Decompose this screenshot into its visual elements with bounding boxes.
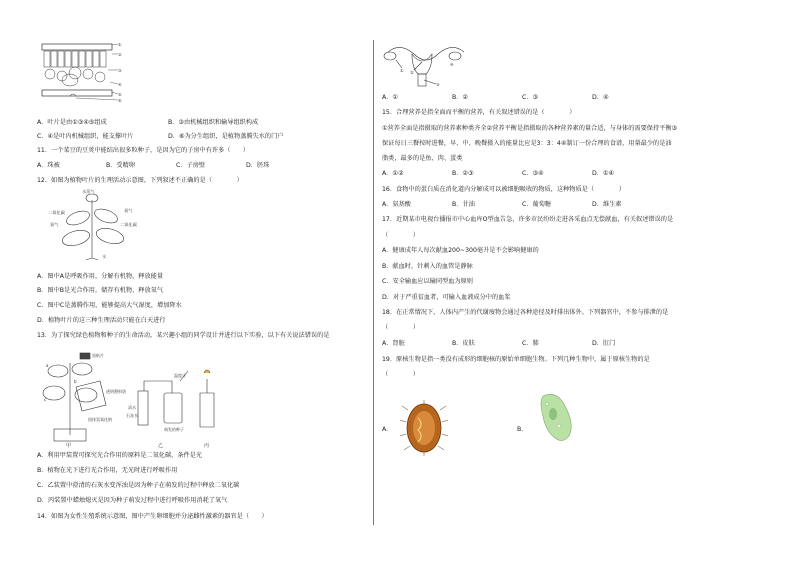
fig13-label-plastic-bag: 透明塑料袋 xyxy=(106,389,126,394)
q19-option-a: A． xyxy=(382,426,393,433)
q14-option-d: D．④ xyxy=(592,94,609,101)
fig13-label-black-paper: 黑纸片 xyxy=(92,353,104,358)
fig13-label-c: c xyxy=(44,397,47,402)
q16-option-c: C．葡萄糖 xyxy=(522,201,552,208)
column-divider xyxy=(373,40,374,525)
q16-option-a: A．氨基酸 xyxy=(382,201,411,208)
svg-text:④: ④ xyxy=(118,82,122,87)
fig12-label-co2-right: 二氧化碳 xyxy=(120,222,137,227)
q16-option-d: D．维生素 xyxy=(592,201,622,208)
q15-stem: 15．合理营养是指全面而平衡的营养，有关叙述错误的是（ ） xyxy=(382,109,576,116)
q10-option-a: A．叶片是由①③④⑤组成 xyxy=(37,119,107,126)
q18-option-b: B．皮肤 xyxy=(452,340,475,347)
q12-option-a: A．图中A是呼吸作用，分解有机物，释放能量 xyxy=(37,273,164,280)
q15-option-c: C．③④ xyxy=(522,170,544,177)
q17-option-d: D．对于严重贫血者，可输入血液成分中的血浆 xyxy=(382,294,511,301)
fig12-label-o2-left: 氧气 xyxy=(50,222,59,227)
q13-option-c: C．乙装置中澄清的石灰水变浑浊是因为种子在萌发的过程中释放二氧化碳 xyxy=(37,482,240,489)
fig12-label-water-vapor: 水蒸气 xyxy=(82,189,95,194)
q14-option-c: C．③ xyxy=(522,94,539,101)
fig12-label-co2-left: 二氧化碳 xyxy=(48,210,65,215)
q12-option-c: C．图中C是蒸腾作用，能够提高大气湿度，增加降水 xyxy=(37,302,182,309)
q14-stem: 14．如图为女性生殖系统示意图，图中产生卵细胞并分泌雌性激素的器官是（ ） xyxy=(37,513,268,520)
q10-option-b: B．③由机械组织和输导组织构成 xyxy=(168,119,259,126)
q10-option-c: C．④是叶内机械组织，能支撑叶片 xyxy=(37,133,134,140)
q18-option-d: D．肛门 xyxy=(592,340,616,347)
experiment-setup-figure xyxy=(40,343,220,448)
svg-text:③: ③ xyxy=(118,68,122,73)
fig13-label-naoh: 固体氢氧化钠 xyxy=(88,417,112,422)
q18-stem: 18．在正常情况下，人体内产生的代谢废物会通过各种途径及时排出体外。下列器官中，不参与排泄的是 xyxy=(382,309,669,316)
q16-stem: 16．食物中的蛋白质在消化道内分解成可以被细胞吸收的物质，这种物质是（ ） xyxy=(382,186,625,193)
q18-option-a: A．肾脏 xyxy=(382,340,405,347)
q15-option-d: D．①④ xyxy=(592,170,615,177)
q11-stem: 11．一个菜豆的豆荚中能结出很多粒种子，是因为它的子房中有许多（ ） xyxy=(37,147,250,154)
fig13-label-seeds: 萌发的种子 xyxy=(164,427,184,432)
bacteria-image xyxy=(400,400,450,456)
q17-option-b: B．献血时，针刺入的血管是静脉 xyxy=(382,263,473,270)
svg-text:②: ② xyxy=(118,52,122,57)
q18-paren: （ ） xyxy=(382,324,420,331)
fig12-label-water: 水 xyxy=(102,254,107,259)
plant-physiology-figure xyxy=(42,188,152,262)
q12-stem: 12．如图为植物叶片的生理活动示意图，下列叙述不正确的是（ ） xyxy=(37,177,243,184)
female-reproductive-system-figure xyxy=(380,38,465,88)
q13-option-a: A．利用甲装置可探究光合作用的原料是二氧化碳，条件是光 xyxy=(37,452,203,459)
q14-option-a: A．① xyxy=(382,94,398,101)
q13-option-b: B．植物在光下进行光合作用，无光时进行呼吸作用 xyxy=(37,467,178,474)
q14-option-b: B．② xyxy=(452,94,468,101)
q19-stem: 19．原核生物是指一类没有成形的细胞核的原始单细胞生物。下列几种生物中，属于原核生物的是 xyxy=(382,356,650,363)
leaf-cross-section-figure xyxy=(40,40,125,103)
q15-line-3: 脂类，最多的是鱼、肉、蛋类 xyxy=(382,155,463,162)
q19-paren: （ ） xyxy=(382,371,420,378)
q16-option-b: B．甘油 xyxy=(452,201,475,208)
svg-text:③: ③ xyxy=(436,82,440,87)
fig13-caption-bing: 丙 xyxy=(204,443,210,448)
q13-option-d: D．丙装置中蜡烛熄灭是因为种子萌发过程中进行呼吸作用消耗了氧气 xyxy=(37,497,228,504)
svg-text:②: ② xyxy=(410,70,414,75)
q19-option-b: B． xyxy=(517,426,528,433)
fig13-label-limewater: 石灰水 xyxy=(126,413,138,418)
q13-stem: 13．为了探究绿色植物和种子的生命活动，某兴趣小组的同学设计并进行以下实验，以下有关说法错误的是 xyxy=(37,332,330,339)
svg-text:①: ① xyxy=(400,68,404,73)
svg-text:⑤: ⑤ xyxy=(118,92,122,97)
fig13-label-a: a xyxy=(46,363,49,368)
q17-option-c: C．安全输血应以输同型血为原则 xyxy=(382,278,473,285)
q15-option-b: B．②③ xyxy=(452,170,474,177)
svg-text:①: ① xyxy=(118,42,122,47)
q11-option-c: C．子房壁 xyxy=(176,162,206,169)
fig13-label-water: 清水 xyxy=(128,405,136,410)
q18-option-c: C．肺 xyxy=(522,340,539,347)
q11-option-a: A．珠被 xyxy=(37,162,60,169)
fig13-caption-jia: 甲 xyxy=(66,443,72,448)
svg-text:⑥: ⑥ xyxy=(118,98,122,103)
paramecium-image xyxy=(533,392,579,442)
q10-option-d: D．⑥为分生组织，是植物蒸腾失水的门户 xyxy=(168,133,284,140)
fig13-caption-yi: 乙 xyxy=(158,443,164,448)
q11-option-d: D．胚珠 xyxy=(246,162,270,169)
q15-line-2: 保证每日三餐按时进餐，早、中、晚餐摄入的能量比应是3：3：4④制订一份合理的食谱，用量最少的是油 xyxy=(382,140,672,147)
q17-option-a: A．健康成年人每次献血200~300毫升是不会影响健康的 xyxy=(382,247,539,254)
q12-option-b: B．图中B是光合作用，储存有机物，释放氧气 xyxy=(37,287,164,294)
q11-option-b: B．受精卵 xyxy=(106,162,135,169)
fig12-label-o2-right: 氧气 xyxy=(124,208,133,213)
q15-line-1: ①营养全面是指摄取的营养素种类齐全②营养平衡是指摄取的各种营养素的量合适，与身体的需要保持平衡③ xyxy=(382,125,678,132)
q12-option-d: D．植物叶片的这三种生理活动只能在白天进行 xyxy=(37,317,166,324)
q17-paren: （ ） xyxy=(382,232,420,239)
svg-text:④: ④ xyxy=(450,62,454,67)
fig13-label-b: b xyxy=(74,379,77,384)
fig13-label-thermometer: 温度计 xyxy=(174,373,186,378)
q15-option-a: A．①② xyxy=(382,170,404,177)
q17-stem: 17．近期某市电视台播报市中心血库O型血告急，许多市民纷纷走进各采血点无偿献血，有关叙述错误的是 xyxy=(382,216,674,223)
